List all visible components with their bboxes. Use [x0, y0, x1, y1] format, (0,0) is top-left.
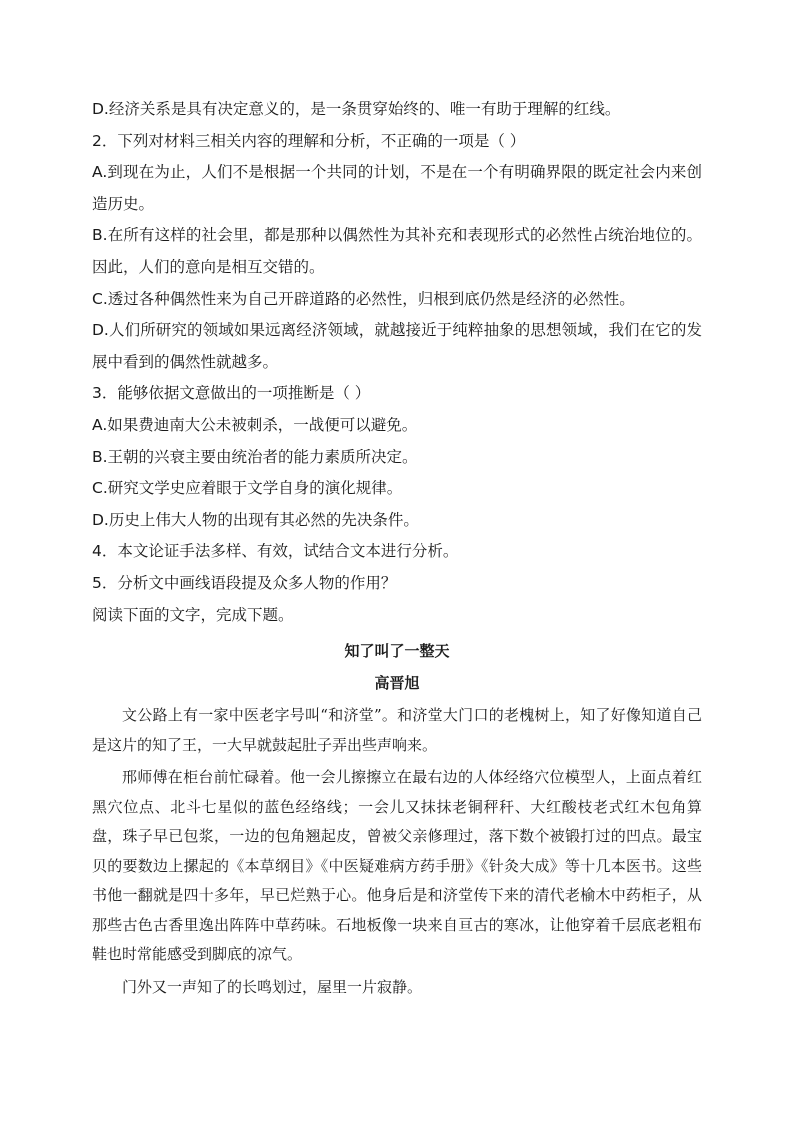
- question-2-option-b: B.在所有这样的社会里，都是那种以偶然性为其补充和表现形式的必然性占统治地位的。因此，人们的意向是相互交错的。: [92, 226, 702, 276]
- story-section: [92, 635, 702, 1002]
- question-3-option-c: C.研究文学史应着眼于文学自身的演化规律。: [92, 479, 403, 498]
- story-paragraph: 文公路上有一家中医老字号叫“和济堂”。和济堂大门口的老槐树上，知了好像知道自己是这片的知了王，一大早就鼓起肚子弄出些声响来。: [92, 706, 702, 754]
- question-2-option-d: D.人们所研究的领域如果远离经济领域，就越接近于纯粹抽象的思想领域，我们在它的发展中看到的偶然性就越多。: [92, 321, 702, 371]
- question-2-option-c: C.透过各种偶然性来为自己开辟道路的必然性，归根到底仍然是经济的必然性。: [92, 289, 635, 308]
- question-4: 4．本文论证手法多样、有效，试结合文本进行分析。: [92, 542, 459, 561]
- question-3-option-d: D.历史上伟大人物的出现有其必然的先决条件。: [92, 510, 419, 529]
- story-paragraph: 门外又一声知了的长鸣划过，屋里一片寂静。: [122, 977, 423, 996]
- question-3-stem: 3．能够依据文意做出的一项推断是（ ）: [92, 384, 371, 403]
- question-section: [92, 94, 702, 631]
- document-page: [92, 94, 702, 1002]
- question-option-1d: D.经济关系是具有决定意义的，是一条贯穿始终的、唯一有助于理解的红线。: [92, 100, 621, 118]
- question-2-option-a: A.到现在为止，人们不是根据一个共同的计划，不是在一个有明确界限的既定社会内来创造历史。: [92, 163, 702, 213]
- story-author: 高晋旭: [374, 674, 420, 693]
- question-3-option-b: B.王朝的兴衰主要由统治者的能力素质所决定。: [92, 447, 418, 466]
- question-5: 5．分析文中画线语段提及众多人物的作用？: [92, 573, 397, 592]
- story-title: 知了叫了一整天: [344, 642, 450, 661]
- question-3-option-a: A.如果费迪南大公未被刺杀，一战便可以避免。: [92, 415, 418, 434]
- question-2-stem: 2．下列对材料三相关内容的理解和分析，不正确的一项是（ ）: [92, 131, 526, 150]
- story-paragraph: 邢师傅在柜台前忙碌着。他一会儿擦擦立在最右边的人体经络穴位模型人，上面点着红黑穴位点、北斗七星似的蓝色经络线；一会儿又抹抹老铜秤秆、大红酸枝老式红木包角算盘，珠子早已包浆，一边的包角翘起皮，曾被父亲修理过，落下数个被锻打过的凹点。最宝贝的要数边上摞起的《本草纲目》《中医疑难病方药手册》《针灸大成》等十几本医书。这些书他一翻就是四十多年，早已烂熟于心。他身后是和济堂传下来的清代老榆木中药柜子，从那些古色古香里逸出阵阵中草药味。石地板像一块来自亘古的寒冰，让他穿着千层底老粗布鞋也时常能感受到脚底的凉气。: [92, 768, 702, 964]
- reading-instruction: 阅读下面的文字，完成下题。: [92, 605, 294, 624]
